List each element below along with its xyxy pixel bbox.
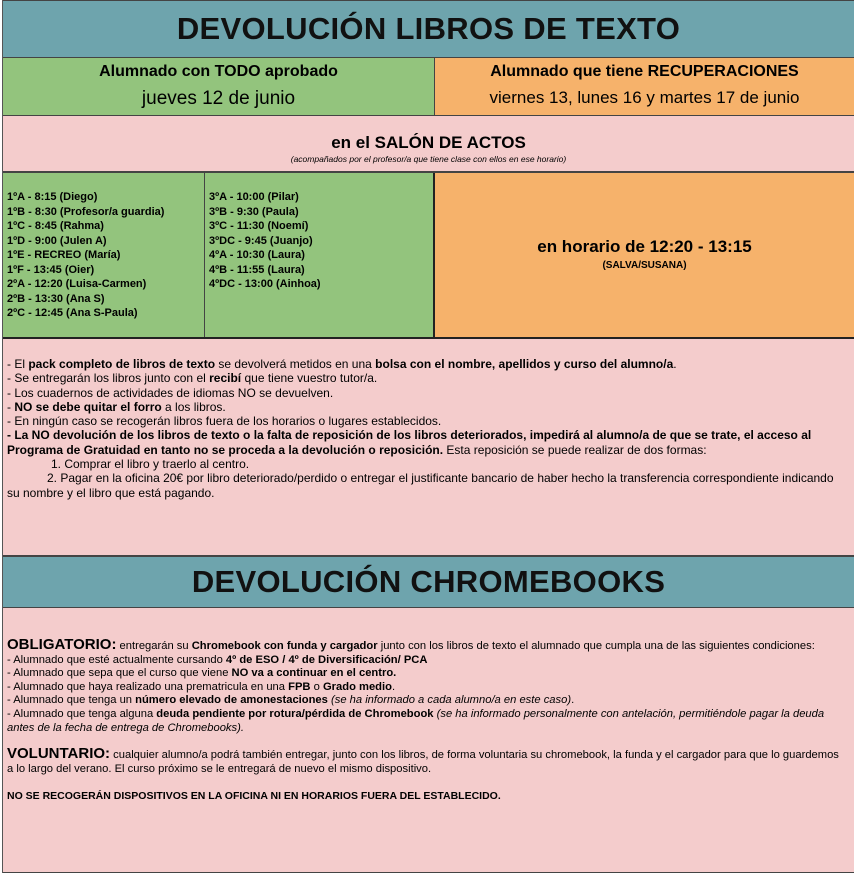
schedule-item: 1ºB - 8:30 (Profesor/a guardia) — [7, 205, 165, 218]
venue-subtitle: (acompañados por el profesor/a que tiene clase con ellos en ese horario) — [290, 154, 567, 164]
approved-cell — [3, 58, 435, 115]
approved-date: jueves 12 de junio — [141, 88, 296, 109]
option-buy-book: 1. Comprar el libro y traerlo al centro. — [51, 457, 250, 472]
note-workbooks: - Los cuadernos de actividades de idiomas NO se devuelven. — [7, 385, 334, 400]
books-title-band — [3, 0, 854, 58]
books-title: DEVOLUCIÓN LIBROS DE TEXTO — [176, 11, 681, 46]
voluntary-paragraph: VOLUNTARIO: cualquier alumno/a podrá también entregar, junto con los libros, de forma voluntaria su chromebook, la funda y el cargador para que lo guardemos a lo largo del verano. El curso próximo se le entregará de nuevo el mismo dispositivo. — [7, 745, 839, 775]
schedule-item: 4ºA - 10:30 (Laura) — [209, 249, 305, 261]
recovery-heading: Alumnado que tiene RECUPERACIONES — [490, 63, 799, 80]
recovery-schedule-cell — [435, 173, 854, 337]
schedule-item: 1ºA - 8:15 (Diego) — [7, 191, 98, 203]
recovery-staff: (SALVA/SUSANA) — [602, 260, 687, 271]
note-gratuidad: - La NO devolución de los libros de texto o la falta de reposición de los libros deteriorados, impedirá al alumno/a de que se trate, el acceso al Programa de Gratuidad en tanto no se proceda a la devolución o reposición. Esta reposición se puede realizar de dos formas: — [7, 428, 812, 457]
recovery-cell — [435, 58, 854, 115]
condition-debt: - Alumnado que tenga alguna deuda pendiente por rotura/pérdida de Chromebook (se ha informado personalmente con antelación, permitiéndole pagar la deuda antes de la fecha de entrega de Chromebooks). — [7, 707, 825, 734]
schedule-item: 1ºD - 9:00 (Julen A) — [7, 234, 107, 247]
option-pay-office: 2. Pagar en la oficina 20€ por libro deteriorado/perdido o entregar el justificante bancario de haber hecho la transferencia correspondiente indicando su nombre y el libro que está pagando. — [7, 471, 834, 500]
groups-row — [3, 58, 854, 116]
condition-4eso: - Alumnado que esté actualmente cursando 4º de ESO / 4º de Diversificación/ PCA — [7, 653, 428, 666]
schedule-item: 2ºC - 12:45 (Ana S-Paula) — [7, 307, 138, 319]
schedule-item: 1ºE - RECREO (María) — [7, 249, 121, 261]
recovery-time: en horario de 12:20 - 13:15 — [537, 237, 752, 256]
schedule-item: 3ºA - 10:00 (Pilar) — [209, 191, 299, 203]
books-notes — [3, 339, 854, 556]
recovery-date: viernes 13, lunes 16 y martes 17 de junio — [489, 88, 800, 107]
approved-heading: Alumnado con TODO aprobado — [99, 63, 338, 80]
schedule-item: 2ºB - 13:30 (Ana S) — [7, 292, 105, 305]
venue-title: en el SALÓN DE ACTOS — [331, 133, 526, 152]
schedule-column-2 — [205, 173, 435, 337]
condition-warnings: - Alumnado que tenga un número elevado de amonestaciones (se ha informado a cada alumno/a en este caso). — [7, 694, 575, 707]
schedule-column-1 — [3, 173, 205, 337]
schedule-item: 2ºA - 12:20 (Luisa-Carmen) — [7, 278, 147, 290]
schedule-row — [3, 172, 854, 339]
note-pack: - El pack completo de libros de texto se devolverá metidos en una bolsa con el nombre, apellidos y curso del alumno/a. — [7, 357, 677, 371]
chromebooks-title: DEVOLUCIÓN CHROMEBOOKS — [191, 564, 666, 599]
notice-sheet — [2, 0, 853, 873]
schedule-item: 1ºF - 13:45 (Oier) — [7, 263, 95, 276]
condition-leaving: - Alumnado que sepa que el curso que viene NO va a continuar en el centro. — [7, 667, 397, 680]
schedule-item: 1ºC - 8:45 (Rahma) — [7, 220, 104, 232]
schedule-item: 4ºDC - 13:00 (Ainhoa) — [209, 278, 321, 290]
note-no-outside: - En ningún caso se recogerán libros fuera de los horarios o lugares establecidos. — [7, 414, 442, 429]
chromebooks-title-band — [3, 556, 854, 608]
schedule-item: 4ºB - 11:55 (Laura) — [209, 263, 305, 276]
note-receipt: - Se entregarán los libros junto con el recibí que tiene vuestro tutor/a. — [7, 371, 378, 386]
final-note: NO SE RECOGERÁN DISPOSITIVOS EN LA OFICINA NI EN HORARIOS FUERA DEL ESTABLECIDO. — [7, 790, 501, 803]
schedule-item: 3ºC - 11:30 (Noemí) — [209, 220, 309, 232]
mandatory-paragraph: OBLIGATORIO: entregarán su Chromebook con funda y cargador junto con los libros de texto el alumnado que cumpla una de las siguientes condiciones: — [7, 636, 815, 653]
condition-fpb: - Alumnado que haya realizado una prematricula en una FPB o Grado medio. — [7, 680, 396, 693]
schedule-item: 3ºB - 9:30 (Paula) — [209, 205, 299, 218]
chromebooks-notes — [3, 608, 854, 873]
note-cover: - NO se debe quitar el forro a los libros. — [7, 399, 226, 414]
schedule-item: 3ºDC - 9:45 (Juanjo) — [209, 234, 313, 247]
venue-row — [3, 116, 854, 172]
